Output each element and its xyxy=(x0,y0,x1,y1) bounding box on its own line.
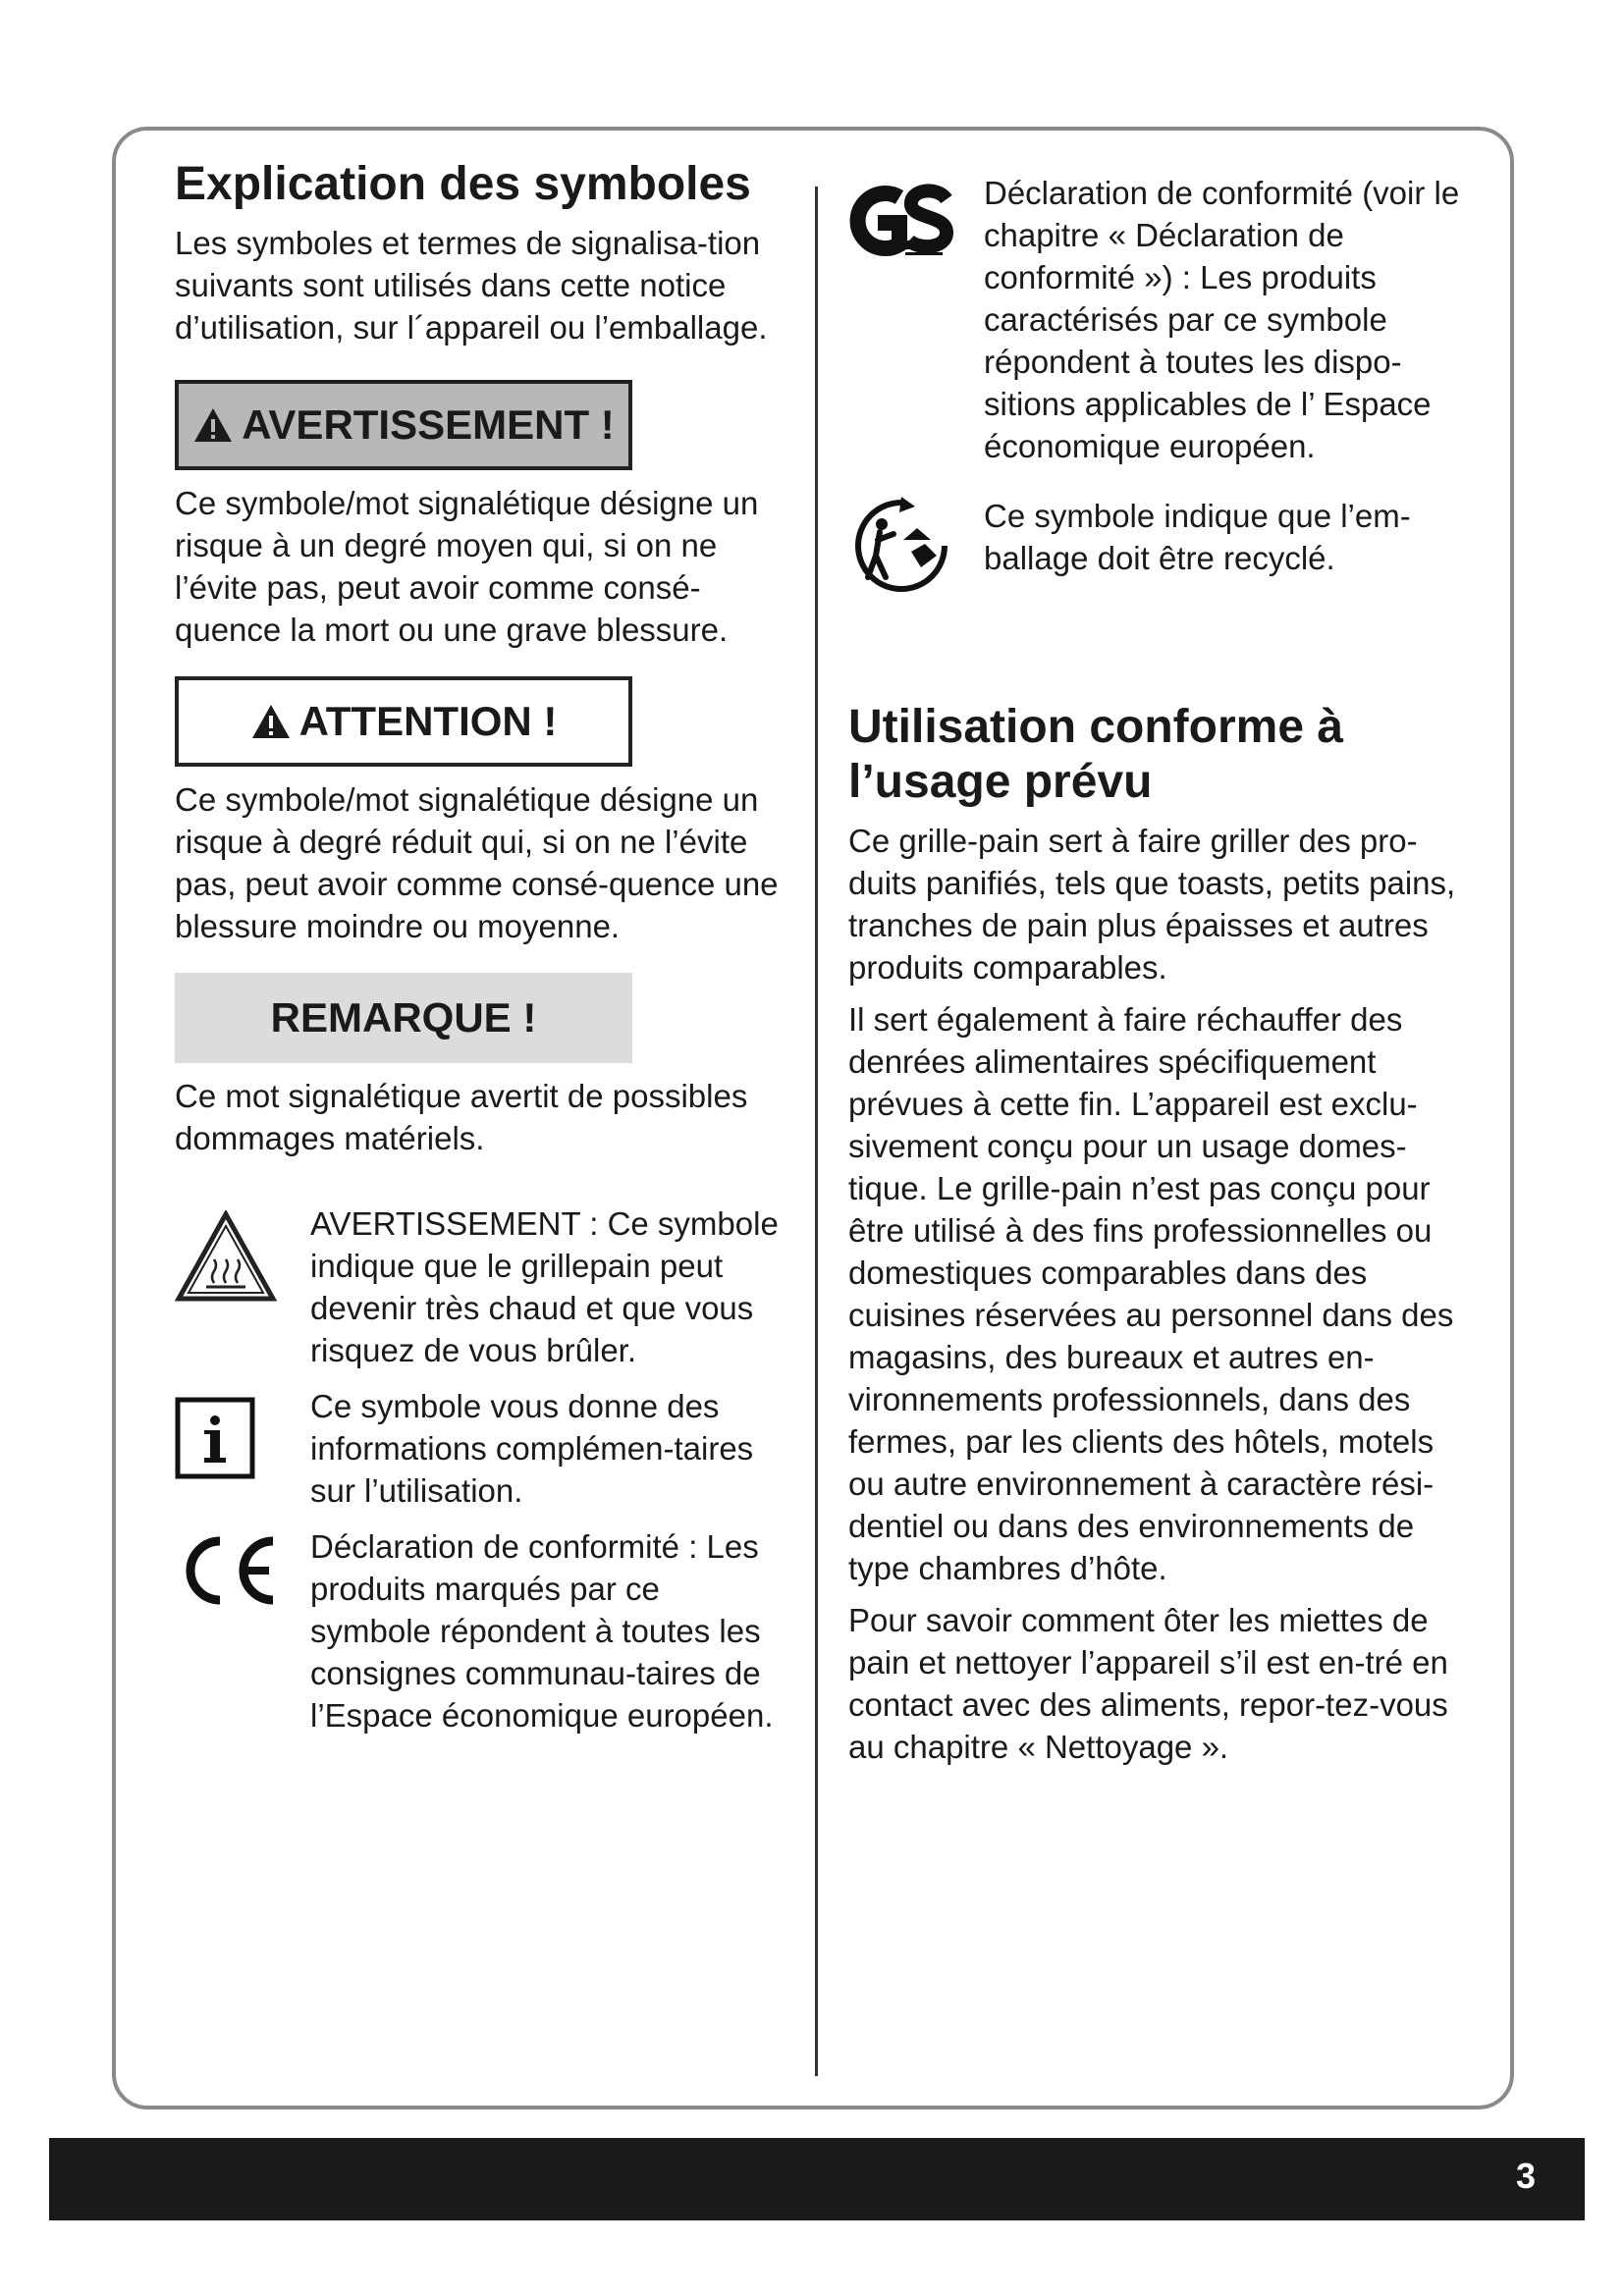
gs-mark-icon xyxy=(848,176,954,266)
warning-triangle-icon xyxy=(192,406,234,444)
page-number: 3 xyxy=(1515,2156,1536,2196)
symbol-text-recycle: Ce symbole indique que l’em-ballage doit être recyclé. xyxy=(984,498,1411,576)
usage-title: Utilisation conforme à l’usage prévu xyxy=(848,701,1344,808)
hot-surface-icon xyxy=(175,1210,277,1303)
usage-section xyxy=(848,700,1477,1768)
symbols-intro: Les symboles et termes de signalisa-tion suivants sont utilisés dans cette notice d’utilisation, sur l´appareil ou l’emballage. xyxy=(175,225,768,346)
info-icon xyxy=(175,1397,255,1479)
usage-paragraph-3: Pour savoir comment ôter les miettes de pain et nettoyer l’appareil s’il est en-tré en contact avec des aliments, repor-tez-vous au chapitre « Nettoyage ». xyxy=(848,1602,1448,1765)
warning-label: AVERTISSEMENT ! xyxy=(242,401,615,448)
recycle-icon xyxy=(848,495,954,597)
symbol-text-gs: Déclaration de conformité (voir le chapitre « Déclaration de conformité ») : Les produits caractérisés par ce symbole répondent à toutes les dispo-sitions applicables de l’ Espace économique européen. xyxy=(984,175,1460,464)
symbol-text-hot-surface: AVERTISSEMENT : Ce symbole indique que le grillepain peut devenir très chaud et que vous risquez de vous brûler. xyxy=(310,1205,779,1368)
symbol-text-info: Ce symbole vous donne des informations complémen-taires sur l’utilisation. xyxy=(310,1388,754,1509)
usage-paragraph-2: Il sert également à faire réchauffer des denrées alimentaires spécifiquement prévues à cette fin. L’appareil est exclu-sivement conçu pour un usage domes-tique. Le grille-pain n’est pas conçu pour être utilisé à des fins professionnelles ou domestiques comparables dans des cuisines réservées au personnel dans des magasins, des bureaux et autres en-vironnements professionnels, dans des fermes, par les clients des hôtels, motels ou autre environnement à caractère rési-dentiel ou dans des environnements de type chambres d’hôte. xyxy=(848,1001,1454,1586)
column-divider xyxy=(815,187,818,2076)
notice-label: REMARQUE ! xyxy=(270,994,537,1041)
caution-triangle-icon xyxy=(250,703,292,740)
symbol-row-hot-surface xyxy=(175,1202,784,1371)
symbol-row-recycle xyxy=(848,495,1477,602)
left-column xyxy=(175,157,784,1750)
symbol-row-gs xyxy=(848,172,1477,467)
symbol-text-ce: Déclaration de conformité : Les produits marqués par ce symbole répondent à toutes les consignes communau-taires de l’Espace économique européen. xyxy=(310,1528,774,1734)
notice-signal-box xyxy=(175,973,632,1063)
notice-text: Ce mot signalétique avertit de possibles dommages matériels. xyxy=(175,1078,748,1156)
caution-label: ATTENTION ! xyxy=(298,698,558,744)
ce-mark-icon xyxy=(175,1531,281,1610)
warning-signal-box xyxy=(175,380,632,470)
symbol-row-ce xyxy=(175,1525,784,1736)
caution-text: Ce symbole/mot signalétique désigne un risque à degré réduit qui, si on ne l’évite pas, peut avoir comme consé-quence une blessure moindre ou moyenne. xyxy=(175,781,779,944)
right-column xyxy=(848,172,1477,1778)
page-footer-bar xyxy=(49,2138,1585,2220)
usage-paragraph-1: Ce grille-pain sert à faire griller des pro-duits panifiés, tels que toasts, petits pains, tranches de pain plus épaisses et autres produits comparables. xyxy=(848,823,1456,986)
caution-signal-box xyxy=(175,676,632,767)
symbols-title: Explication des symboles xyxy=(175,158,751,210)
warning-text: Ce symbole/mot signalétique désigne un risque à un degré moyen qui, si on ne l’évite pas, peut avoir comme consé-quence la mort ou une grave blessure. xyxy=(175,485,759,648)
symbol-row-info xyxy=(175,1385,784,1512)
